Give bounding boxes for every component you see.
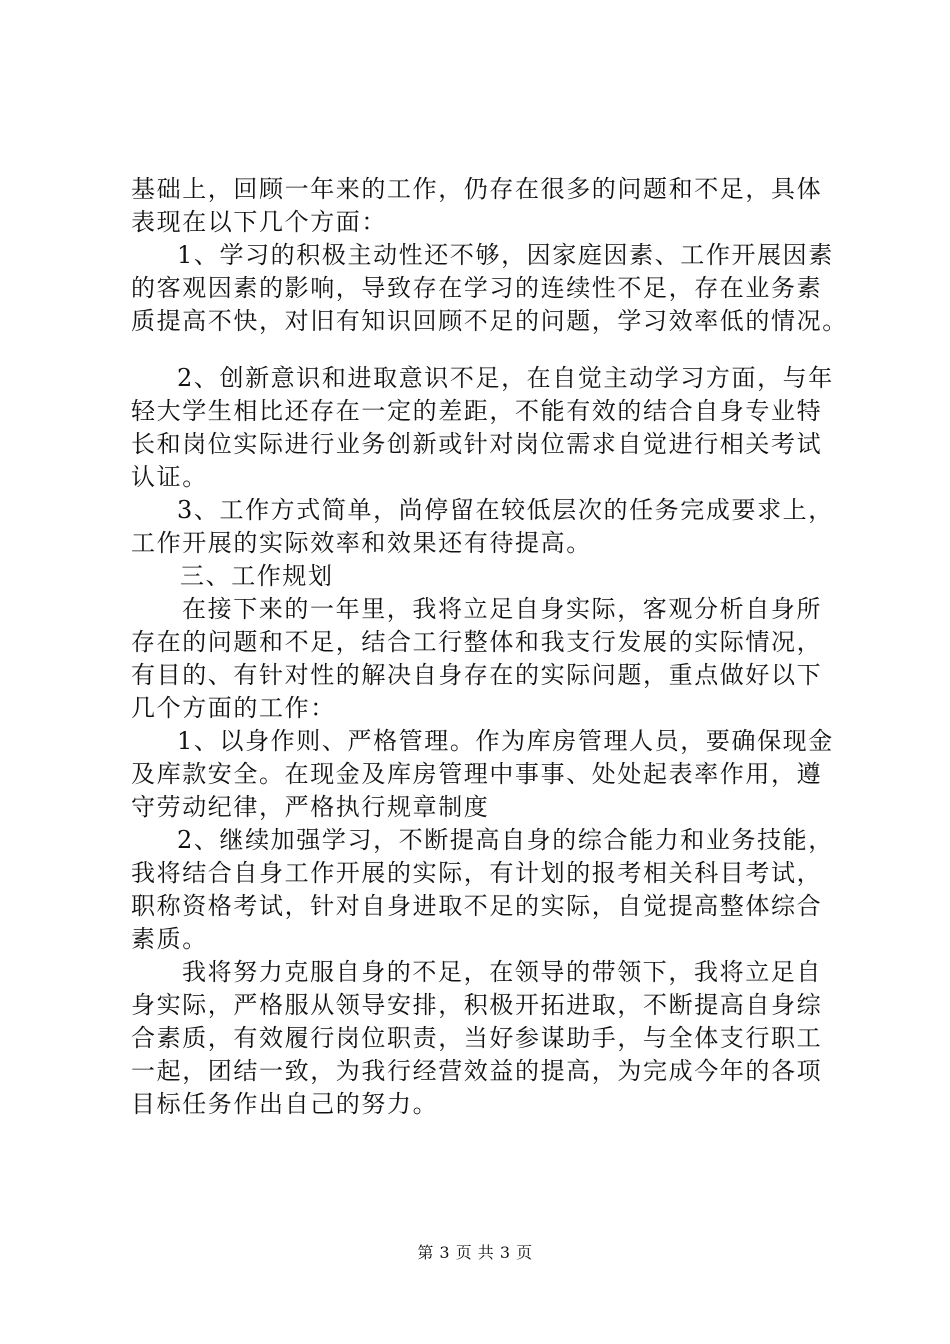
text-line: 轻大学生相比还存在一定的差距，不能有效的结合自身专业特 [131,397,823,425]
text-line: 1、以身作则、严格管理。作为库房管理人员，要确保现金 [177,727,834,755]
text-line: 基础上，回顾一年来的工作，仍存在很多的问题和不足，具体 [131,175,823,203]
text-line: 的客观因素的影响，导致存在学习的连续性不足，存在业务素 [131,274,823,302]
text-line: 身实际，严格服从领导安排，积极开拓进取，不断提高自身综 [131,991,823,1019]
text-line: 2、继续加强学习，不断提高自身的综合能力和业务技能， [177,826,834,854]
text-line: 在接下来的一年里，我将立足自身实际，客观分析自身所 [182,595,822,623]
text-line: 目标任务作出自己的努力。 [131,1090,439,1118]
text-line: 工作开展的实际效率和效果还有待提高。 [131,529,592,557]
text-line: 及库款安全。在现金及库房管理中事事、处处起表率作用，遵 [131,760,823,788]
text-line: 存在的问题和不足，结合工行整体和我支行发展的实际情况， [131,628,823,656]
text-line: 1、学习的积极主动性还不够，因家庭因素、工作开展因素 [177,241,834,269]
text-line: 守劳动纪律，严格执行规章制度 [131,793,490,821]
text-line: 一起，团结一致，为我行经营效益的提高，为完成今年的各项 [131,1057,823,1085]
text-line: 3、工作方式简单，尚停留在较低层次的任务完成要求上， [177,496,834,524]
text-line: 表现在以下几个方面： [131,208,387,236]
section-heading: 三、工作规划 [180,562,334,590]
text-line: 合素质，有效履行岗位职责，当好参谋助手，与全体支行职工 [131,1024,823,1052]
text-line: 我将努力克服自身的不足，在领导的带领下，我将立足自 [182,958,822,986]
text-line: 职称资格考试，针对自身进取不足的实际，自觉提高整体综合 [131,892,823,920]
text-line: 2、创新意识和进取意识不足，在自觉主动学习方面，与年 [177,364,834,392]
text-line: 长和岗位实际进行业务创新或针对岗位需求自觉进行相关考试 [131,430,823,458]
text-line: 几个方面的工作： [131,694,336,722]
text-line: 有目的、有针对性的解决自身存在的实际问题，重点做好以下 [131,661,823,689]
text-line: 质提高不快，对旧有知识回顾不足的问题，学习效率低的情况。 [131,307,848,335]
text-line: 认证。 [131,463,208,491]
page-number-footer: 第 3 页 共 3 页 [417,1243,533,1262]
text-line: 素质。 [131,925,208,953]
text-line: 我将结合自身工作开展的实际，有计划的报考相关科目考试， [131,859,823,887]
